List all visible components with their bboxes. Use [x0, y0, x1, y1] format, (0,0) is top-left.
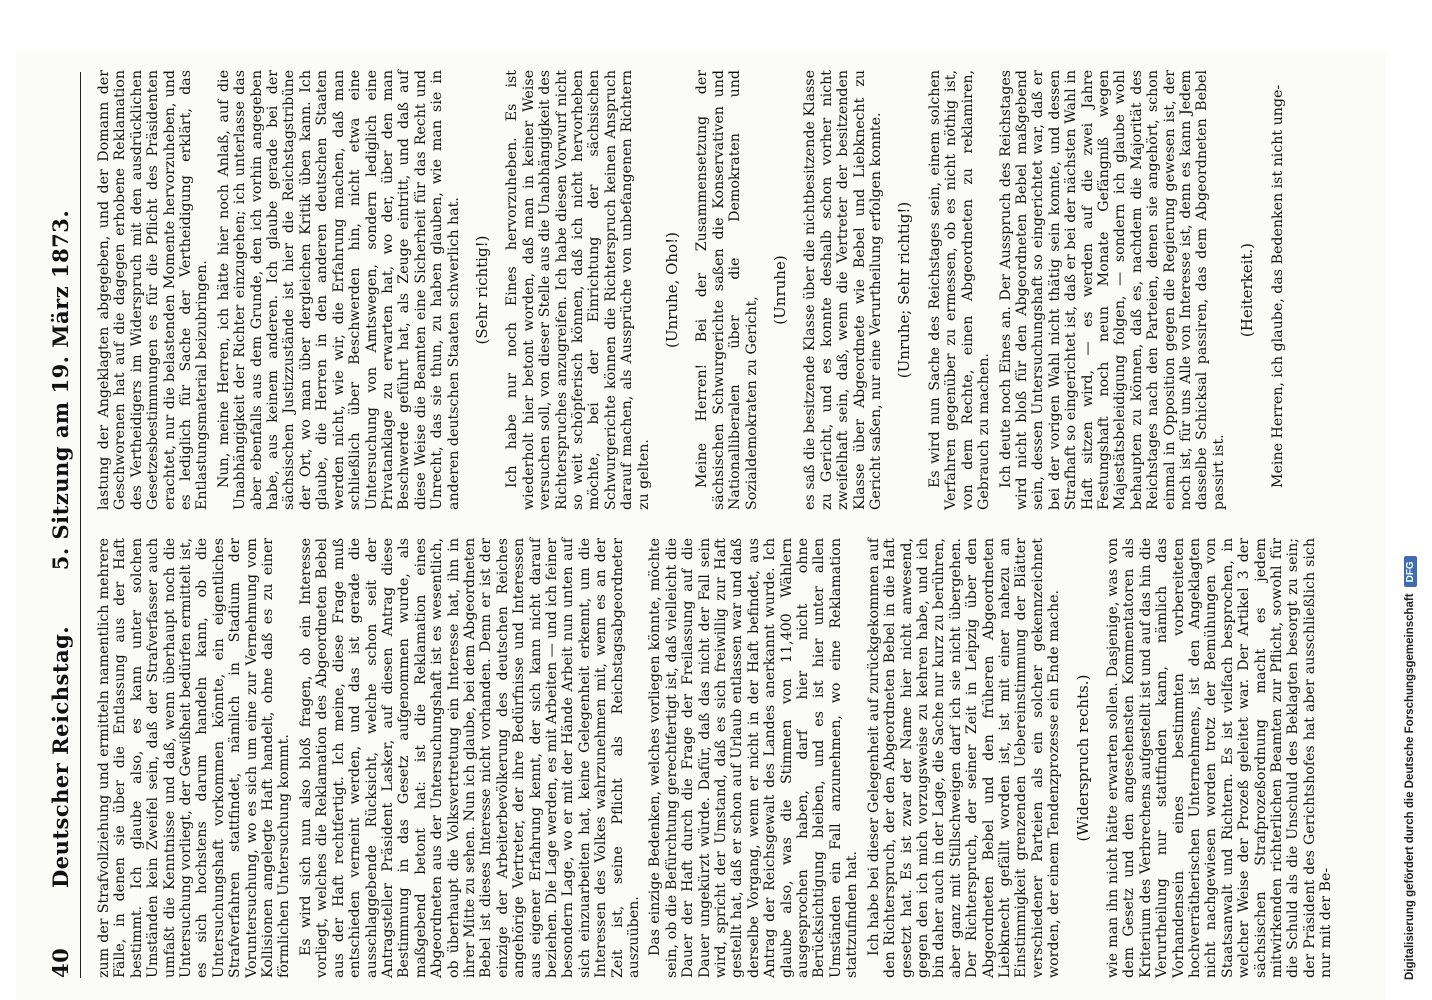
page-number: 40	[48, 947, 73, 978]
publication-title: Deutscher Reichstag.	[48, 625, 73, 888]
digitization-sidebar	[1400, 20, 1430, 980]
interjection: (Unruhe; Sehr richtig!)	[895, 201, 914, 379]
left-column	[96, 538, 1340, 978]
paragraph: Es wird sich nun also bloß fragen, ob ein Interesse vorliegt, welches die Reklamation des Abgeordneten Bebel aus der Haft rechtfertigt. Ich meine, diese Frage muß entschieden verneint werden, und das ist gerade die ausschlaggebende Rücksicht, welche schon seit der Antragsteller Präsident Lasker, auf diesen Antrag diese Bestimmung in das Gesetz aufgenommen wurde, als maßgebend betont hat: ist die Reklamation eines Abgeordneten aus der Untersuchungshaft ist es wesentlich, ob überhaupt die Volksvertretung ein Interesse hat, ihn in ihrer Mitte zu sehen. Nun ich glaube, bei dem Abgeordneten Bebel ist dieses Interesse nicht vorhanden. Denn er ist der einzige der Arbeiterbevölkerung des deutschen Reiches angehörige Vertreter, der ihre Bedürfnisse und Interessen aus eigener Erfahrung kennt, der sich kann nicht darauf beziehen. Die Lage werden, es mit Arbeiten — und ich feiner besondern Lage, wo er mit der Hände Arbeit nun unten auf sich einzuarbeiten hat, keine Gelegenheit erkennt, um die Interessen des Volkes wahrzunehmen mit, wenn es an der Zeit ist, seine Pflicht als Reichstagsabgeordneter auszuüben.	[297, 538, 642, 978]
paragraph: Es wird nun Sache des Reichstages sein, einem solchen Verfahren gegenüber zu ermessen, ob es nicht nöthig ist, von dem Rechte, einen Abgeordneten zu reklamiren, Gebrauch zu machen.	[926, 70, 993, 510]
scanned-page	[16, 50, 1386, 1000]
right-column	[96, 70, 1291, 510]
interjection: (Widerspruch rechts.)	[1073, 674, 1092, 842]
paragraph: lastung der Angeklagten abgegeben, und der Domann der Geschworenen hat auf die dagegen erhobene Reklamation des Vertheidigers im Widerspruch mit den ausdrücklichen Gesetzesbestimmungen es für die Pflicht des Präsidenten erachtet, nur die belastenden Momente hervorzuheben, und es lediglich für Sache der Vertheidigung erklärt, das Entlastungsmaterial beizubringen.	[96, 70, 211, 510]
paragraph: zum der Strafvollziehung und ermitteln namentlich mehrere Fälle, in denen sie über die Entlassung aus der Haft bestimmt. Ich glaube also, es kann unter solchen Umständen kein Zweifel sein, daß der Strafverfasser auch umfaßt die Kenntnisse und daß, wenn überhaupt noch die Untersuchung vorliegt, der Gewißheit bedürfen ermittelt ist, es sich hochstens darum handeln kann, ob die Untersuchungshaft vorkommen könnte, ein eigentliches Strafverfahren stattfindet, nämlich in Stadium der Voruntersuchung, wo es sich um eine zur Vernehmung vom Kollisionen angelegte Haft handelt, ohne daß es zu einer förmlichen Untersuchung kommt.	[96, 538, 293, 978]
paragraph: Meine Herren, ich glaube, das Bedenken ist nicht unge-	[1269, 84, 1286, 488]
paragraph: Ich habe nur noch Eines hervorzuheben. Es ist wiederholt hier betont worden, daß man in keiner Weise versuchen soll, von dieser Stelle aus die Unabhängigkeit des Richterspruches anzugreifen. Ich habe diesen Vorwurf nicht so weit schöpferisch können, daß ich nicht hervorheben möchte, bei der Einrichtung der sächsischen Schwurgerichte können die Richterspruch keinen Anspruch darauf machen, als Aussprüche von unbefangenen Richtern zu gelten.	[504, 70, 652, 510]
dfg-logo: DFG	[1404, 556, 1417, 587]
paragraph: Ich habe bei dieser Gelegenheit auf zurückgekommen auf den Richterspruch, der den Abgeordneten Bebel in die Haft gesetzt hat. Es ist zwar der Name hier nicht anwesend, gegen den ich mich vorzugsweise zu kehren habe, und ich bin daher auch in der Lage, die Sache nur kurz zu berühren, aber ganz mit Stillschweigen darf ich sie nicht übergehen. Der Richterspruch, der seiner Zeit in Leipzig über den Abgeordneten Bebel und den früheren Abgeordneten Liebknecht gefällt worden ist, ist mit einer nahezu an Einstimmigkeit grenzenden Uebereinstimmung der Blätter verschiedener Parteien als ein solcher gekennzeichnet worden, der einem Tendenzprozesse ein Ende mache.	[865, 538, 1063, 978]
interjection: (Unruhe)	[771, 255, 790, 325]
page-header	[46, 72, 81, 978]
interjection: (Sehr richtig!)	[472, 235, 491, 345]
paragraph: wie man ihn nicht hätte erwarten sollen. Dasjenige, was von dem Gesetz und den angesehensten Kommentatoren als Kriterium des Verbrechens aufgestellt ist und auf das hin die Verurtheilung nur stattfinden kann, nämlich das Vorhandensein eines bestimmten vorbereiteten hochverrätherischen Unternehmens, ist den Angeklagten nicht nachgewiesen worden trotz der Bemühungen von Staatsanwalt und Richtern. Es ist vielfach besprochen, in welcher Weise der Prozeß geleitet war. Der Artikel 3 der sächsischen Strafprozeßordnung macht es jedem mitwirkenden richterlichen Beamten zur Pflicht, sowohl für die Schuld als die Unschuld des Beklagten besorgt zu sein; der Präsident des Gerichtshofes hat aber ausschließlich sich nur mit der Be-	[1104, 538, 1335, 978]
session-heading: 5. Sitzung am 19. März 1873.	[48, 209, 73, 571]
paragraph: Meine Herren! Bei der Zusammensetzung der sächsischen Schwurgerichte saßen die Konservativen und Nationalliberalen über die Demokraten und Sozialdemokraten zu Gericht,	[694, 70, 760, 510]
interjection: (Heiterkeit.)	[1238, 242, 1257, 338]
paragraph: Nun, meine Herren, ich hätte hier noch Anlaß, auf die Unabhängigkeit der Richter einzugehen; ich unterlasse das aber ebenfalls aus dem Grunde, den ich vorhin angegeben habe, aus keinem anderen. Ich glaube gerade bei der sächsischen Justizzustände ist hier die Reichstagstribüne der Ort, wo man über dergleichen Kritik üben kann. Ich glaube, die Herren in den anderen deutschen Staaten werden nicht, wie wir, die Erfahrung machen, daß man schließlich über Beschwerden hin, nicht etwa eine Untersuchung von Amtswegen, sondern lediglich eine Privatanklage zu erwarten hat, wo der, über den man Beschwerde geführt hat, als Zeuge eintritt, und daß auf diese Weise die Beamten eine Sicherheit für das Recht und Unrecht, das sie thun, zu haben glauben, wie man sie in anderen deutschen Staaten schwerlich hat.	[215, 70, 462, 510]
paragraph: Ich deute noch Eines an. Der Ausspruch des Reichstages wird nicht bloß für den Abgeordneten Bebel maßgebend sein, dessen Untersuchungshaft so eingerichtet war, daß er bei der vorigen Wahl nicht thätig sein konnte, und dessen Strafhaft so eingerichtet ist, daß er bei der nächsten Wahl in Haft sitzen wird, — es werden auf die zwei Jahre Festungshaft noch neun Monate Gefängniß wegen Majestätsbeleidigung folgen, — sondern ich glaube wohl behaupten zu können, daß es, nachdem die Majorität des Reichstages nach den Parteien, denen sie angehört, schon einmal in Opposition gegen die Regierung gewesen ist, der noch ist, für uns Alle von Interesse ist, denn es kann Jedem dasselbe Schicksal passiren, das dem Abgeordneten Bebel passirt ist.	[997, 70, 1227, 510]
paragraph: es saß die besitzende Klasse über die nichtbesitzende Klasse zu Gericht, und es konnte deshalb schon vorher nicht zweifelhaft sein, daß, wenn die Vertreter der besitzenden Klasse über Abgeordnete wie Bebel und Liebknecht zu Gericht saßen, nur eine Verurtheilung erfolgen konnte.	[802, 70, 885, 510]
paragraph: Das einzige Bedenken, welches vorliegen könnte, möchte sein, ob die Befürchtung gerechtfertigt ist, daß vielleicht die Dauer der Haft durch die Frage der Freilassung auf die Dauer ungekürzt würde. Dafür, daß das nicht der Fall sein wird, spricht der Umstand, daß es sich freiwillig zur Haft gestellt hat, daß er schon auf Urlaub entlassen war und daß derselbe Vorgang, wenn er nicht in der Haft befindet, aus Antrag der Reichsgewalt des Landes anerkannt wurde. Ich glaube also, was die Stimmen von 11,400 Wählern ausgesprochen haben, darf hier nicht ohne Berücksichtigung bleiben, und es ist hier unter allen Umständen ein Fall anzunehmen, wo eine Reklamation stattzufinden hat.	[647, 538, 861, 978]
funding-credit: Digitalisierung gefördert durch die Deutsche Forschungsgemeinschaft	[1404, 593, 1416, 980]
interjection: (Unruhe, Oho!)	[663, 232, 681, 348]
